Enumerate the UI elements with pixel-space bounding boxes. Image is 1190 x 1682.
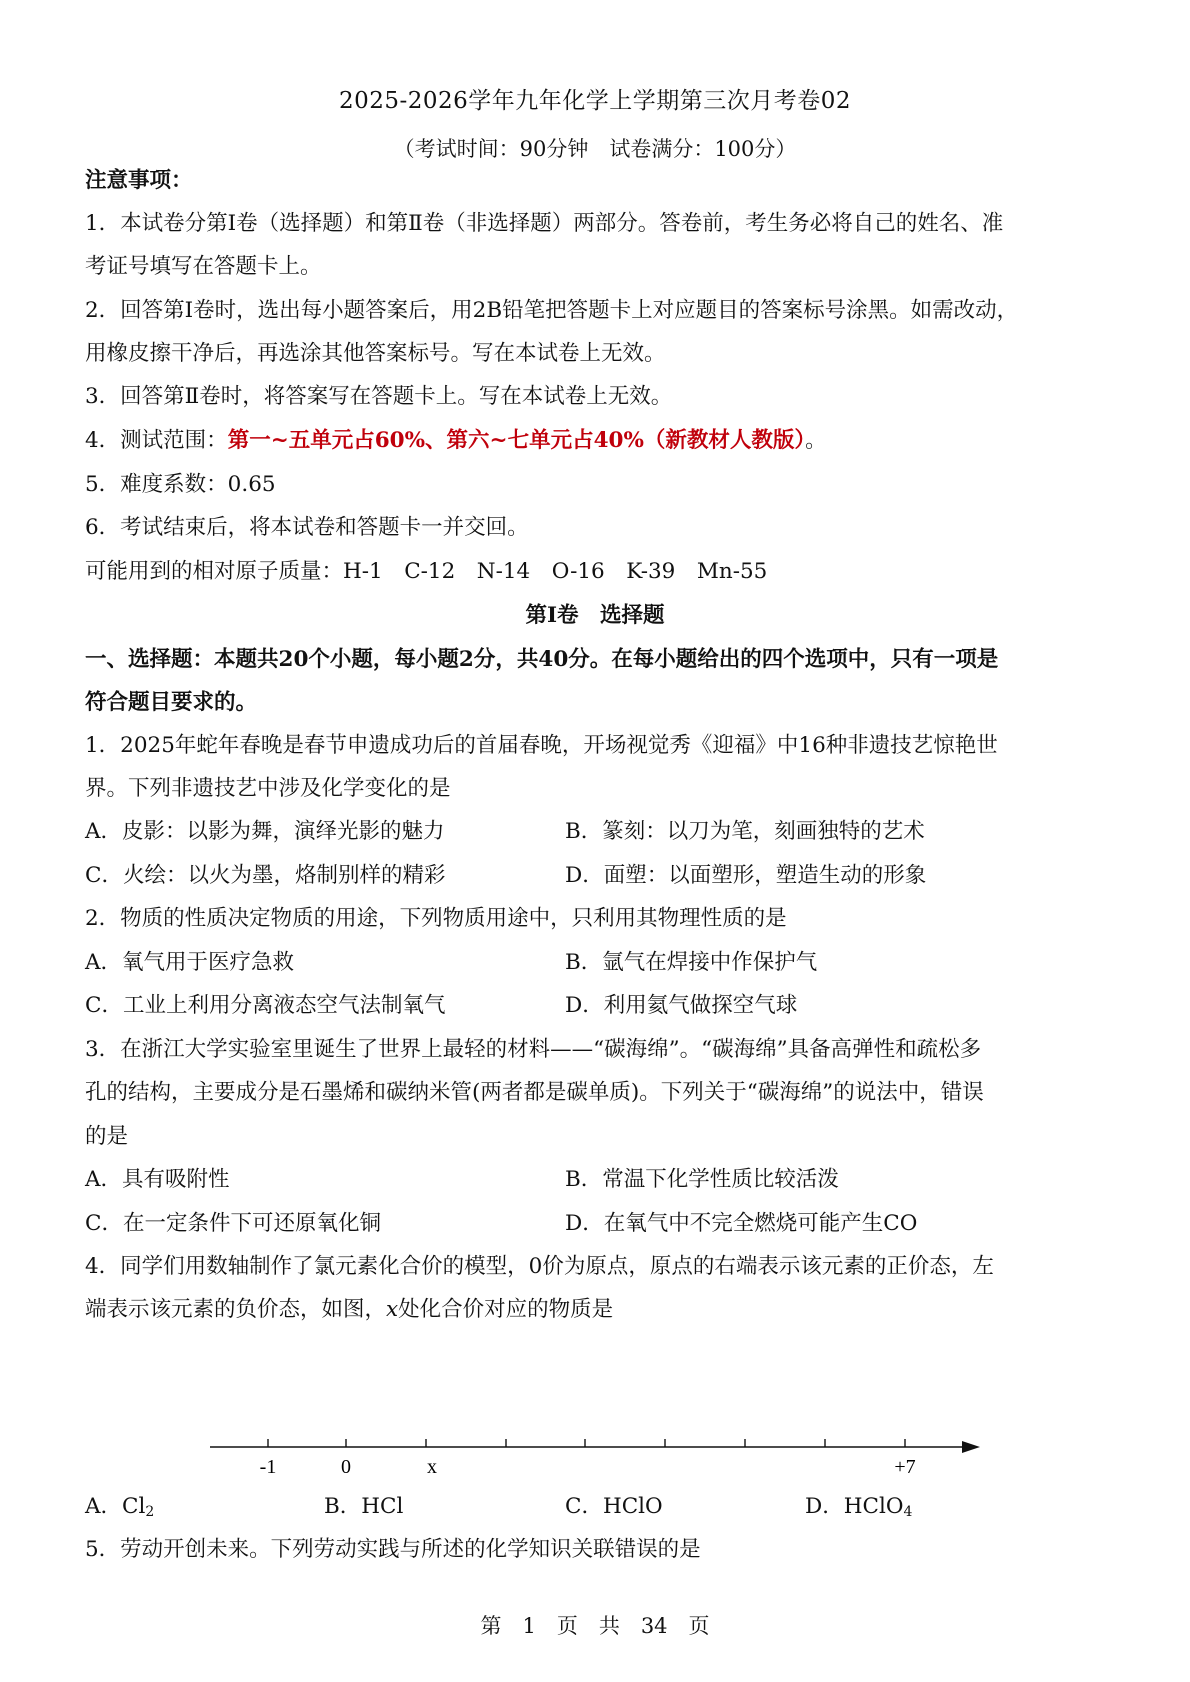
notice-1b: 考证号填写在答题卡上。 bbox=[85, 254, 322, 279]
exam-subtitle: （考试时间：90分钟 试卷满分：100分） bbox=[393, 137, 797, 161]
q1-option-a: A．皮影：以影为舞，演绎光影的魅力 bbox=[85, 819, 445, 844]
q1-stem-a: 1．2025年蛇年春晚是春节申遗成功后的首届春晚，开场视觉秀《迎福》中16种非遗技艺惊艳世 bbox=[85, 733, 998, 758]
q4-stem-b-pre: 端表示该元素的负价态，如图， bbox=[85, 1297, 387, 1322]
notice-heading: 注意事项： bbox=[85, 168, 193, 193]
q3-stem-a: 3．在浙江大学实验室里诞生了世界上最轻的材料——“碳海绵”。“碳海绵”具备高弹性和疏松多 bbox=[85, 1037, 982, 1062]
q4-variable-x: x bbox=[386, 1297, 399, 1322]
notice-5: 5．难度系数：0.65 bbox=[85, 472, 276, 497]
q4-option-a-sub: 2 bbox=[145, 1504, 155, 1520]
notice-1a: 1．本试卷分第Ⅰ卷（选择题）和第Ⅱ卷（非选择题）两部分。答卷前，考生务必将自己的姓名、准 bbox=[85, 211, 1004, 236]
q2-option-a: A．氧气用于医疗急救 bbox=[85, 950, 295, 975]
q4-option-b: B．HCl bbox=[324, 1494, 404, 1519]
axis-label-p7: +7 bbox=[894, 1456, 916, 1478]
q3-stem-b: 孔的结构，主要成分是石墨烯和碳纳米管(两者都是碳单质)。下列关于“碳海绵”的说法中，错误 bbox=[85, 1080, 984, 1105]
q4-option-d-text: D．HClO bbox=[805, 1494, 904, 1519]
number-line-svg bbox=[210, 1435, 990, 1485]
q1-stem-b: 界。下列非遗技艺中涉及化学变化的是 bbox=[85, 776, 451, 801]
q3-option-d: D．在氧气中不完全燃烧可能产生CO bbox=[565, 1211, 918, 1236]
notice-2a: 2．回答第Ⅰ卷时，选出每小题答案后，用2B铅笔把答题卡上对应题目的答案标号涂黑。如需改动， bbox=[85, 298, 1019, 323]
q1-option-c: C．火绘：以火为墨，烙制别样的精彩 bbox=[85, 863, 446, 888]
section-title: 第Ⅰ卷 选择题 bbox=[525, 603, 665, 628]
q4-stem-a: 4．同学们用数轴制作了氯元素化合价的模型，0价为原点，原点的右端表示该元素的正价态，左 bbox=[85, 1254, 994, 1279]
q4-stem-b bbox=[85, 1295, 1105, 1325]
notice-3: 3．回答第Ⅱ卷时，将答案写在答题卡上。写在本试卷上无效。 bbox=[85, 384, 673, 409]
q3-option-c: C．在一定条件下可还原氧化铜 bbox=[85, 1211, 381, 1236]
axis-label-0: 0 bbox=[341, 1456, 351, 1478]
notice-4-suffix: 。 bbox=[805, 428, 827, 453]
exam-title: 2025-2026学年九年化学上学期第三次月考卷02 bbox=[338, 88, 852, 114]
q4-option-a bbox=[85, 1492, 154, 1527]
q1-option-b: B．篆刻：以刀为笔，刻画独特的艺术 bbox=[565, 819, 925, 844]
axis-label-m1: -1 bbox=[259, 1456, 277, 1478]
q3-option-b: B．常温下化学性质比较活泼 bbox=[565, 1167, 839, 1192]
atomic-masses: 可能用到的相对原子质量：H-1 C-12 N-14 O-16 K-39 Mn-55 bbox=[85, 559, 768, 584]
q1-option-d: D．面塑：以面塑形，塑造生动的形象 bbox=[565, 863, 927, 888]
q4-option-a-text: A．Cl bbox=[85, 1494, 146, 1519]
notice-2b: 用橡皮擦干净后，再选涂其他答案标号。写在本试卷上无效。 bbox=[85, 341, 666, 366]
q2-option-d: D．利用氦气做探空气球 bbox=[565, 993, 798, 1018]
section-instructions-b: 符合题目要求的。 bbox=[85, 690, 258, 715]
axis-label-x: x bbox=[427, 1456, 437, 1478]
notice-4-prefix: 4．测试范围： bbox=[85, 428, 228, 453]
q4-option-c: C．HClO bbox=[565, 1494, 663, 1519]
notice-6: 6．考试结束后，将本试卷和答题卡一并交回。 bbox=[85, 515, 529, 540]
q2-option-c: C．工业上利用分离液态空气法制氧气 bbox=[85, 993, 446, 1018]
section-instructions-a: 一、选择题：本题共20个小题，每小题2分，共40分。在每小题给出的四个选项中，只有一项是 bbox=[85, 647, 999, 672]
q4-option-d-sub: 4 bbox=[903, 1504, 913, 1520]
q3-option-a: A．具有吸附性 bbox=[85, 1167, 230, 1192]
q4-option-d bbox=[805, 1492, 912, 1527]
page-footer: 第 1 页 共 34 页 bbox=[480, 1614, 710, 1638]
q5-stem: 5．劳动开创未来。下列劳动实践与所述的化学知识关联错误的是 bbox=[85, 1537, 701, 1562]
notice-4 bbox=[85, 426, 1105, 456]
q2-stem: 2．物质的性质决定物质的用途，下列物质用途中，只利用其物理性质的是 bbox=[85, 906, 787, 931]
q2-option-b: B．氩气在焊接中作保护气 bbox=[565, 950, 818, 975]
q3-stem-c: 的是 bbox=[85, 1124, 129, 1149]
valence-number-line bbox=[210, 1435, 990, 1485]
axis-arrow-icon bbox=[962, 1441, 980, 1453]
q4-stem-b-post: 处化合价对应的物质是 bbox=[398, 1297, 614, 1322]
notice-4-scope: 第一~五单元占60%、第六~七单元占40%（新教材人教版） bbox=[227, 428, 806, 453]
